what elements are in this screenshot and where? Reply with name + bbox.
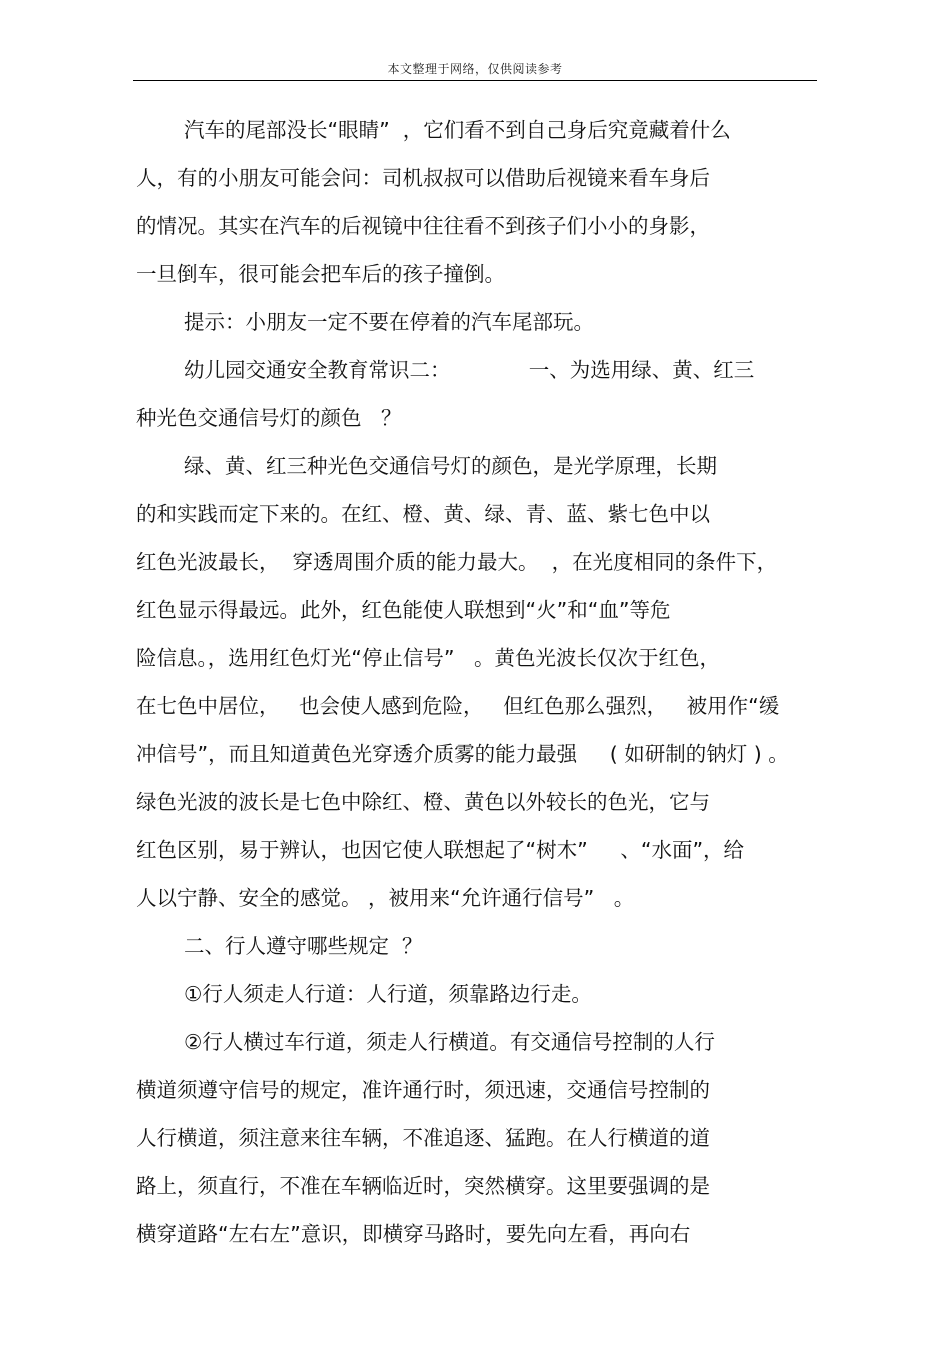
paragraph-line: 绿色光波的波长是七色中除红、橙、黄色以外较长的色光，它与 xyxy=(136,790,710,814)
paragraph-line: 横穿道路“左右左”意识，即横穿马路时，要先向左看，再向右 xyxy=(136,1222,691,1246)
paragraph-line: 红色区别，易于辨认，也因它使人联想起了“树木” 、“水面”，给 xyxy=(136,838,745,862)
paragraph-line: 险信息。，选用红色灯光“停止信号” 。黄色光波长仅次于红色， xyxy=(136,646,721,670)
paragraph-line: 的情况。其实在汽车的后视镜中往往看不到孩子们小小的身影， xyxy=(136,214,710,238)
paragraph-line: ②行人横过车行道，须走人行横道。有交通信号控制的人行 xyxy=(184,1030,715,1054)
paragraph-line: 幼儿园交通安全教育常识二： 一、为选用绿、黄、红三 xyxy=(184,358,755,382)
paragraph-line: 横道须遵守信号的规定，准许通行时，须迅速，交通信号控制的 xyxy=(136,1078,710,1102)
paragraph-line: 提示：小朋友一定不要在停着的汽车尾部玩。 xyxy=(184,310,594,334)
section-heading: 二、行人遵守哪些规定 ？ xyxy=(184,934,423,958)
paragraph-line: 的和实践而定下来的。在红、橙、黄、绿、青、蓝、紫七色中以 xyxy=(136,502,710,526)
paragraph-line: 绿、黄、红三种光色交通信号灯的颜色，是光学原理，长期 xyxy=(184,454,717,478)
paragraph-line: 红色显示得最远。此外，红色能使人联想到“火”和“血”等危 xyxy=(136,598,671,622)
page-header: 本文整理于网络，仅供阅读参考 xyxy=(387,62,563,76)
paragraph-line: 冲信号”，而且知道黄色光穿透介质雾的能力最强 ( 如研制的钠灯 ) 。 xyxy=(136,742,789,766)
paragraph-line: 人以宁静、安全的感觉。 ，被用来“允许通行信号” 。 xyxy=(136,886,635,910)
paragraph-line: 红色光波最长， 穿透周围介质的能力最大。 ，在光度相同的条件下， xyxy=(136,550,778,574)
paragraph-line: 一旦倒车，很可能会把车后的孩子撞倒。 xyxy=(136,262,505,286)
paragraph-line: 人，有的小朋友可能会问：司机叔叔可以借助后视镜来看车身后 xyxy=(136,166,710,190)
paragraph-line: ①行人须走人行道：人行道，须靠路边行走。 xyxy=(184,982,592,1006)
paragraph-line: 路上，须直行，不准在车辆临近时，突然横穿。这里要强调的是 xyxy=(136,1174,710,1198)
paragraph-line: 人行横道，须注意来往车辆，不准追逐、猛跑。在人行横道的道 xyxy=(136,1126,710,1150)
paragraph-line: 种光色交通信号灯的颜色 ？ xyxy=(136,406,402,430)
paragraph-line: 汽车的尾部没长“眼睛” ，它们看不到自己身后究竟藏着什么 xyxy=(184,118,731,142)
paragraph-line: 在七色中居位， 也会使人感到危险， 但红色那么强烈， 被用作“缓 xyxy=(136,694,780,718)
